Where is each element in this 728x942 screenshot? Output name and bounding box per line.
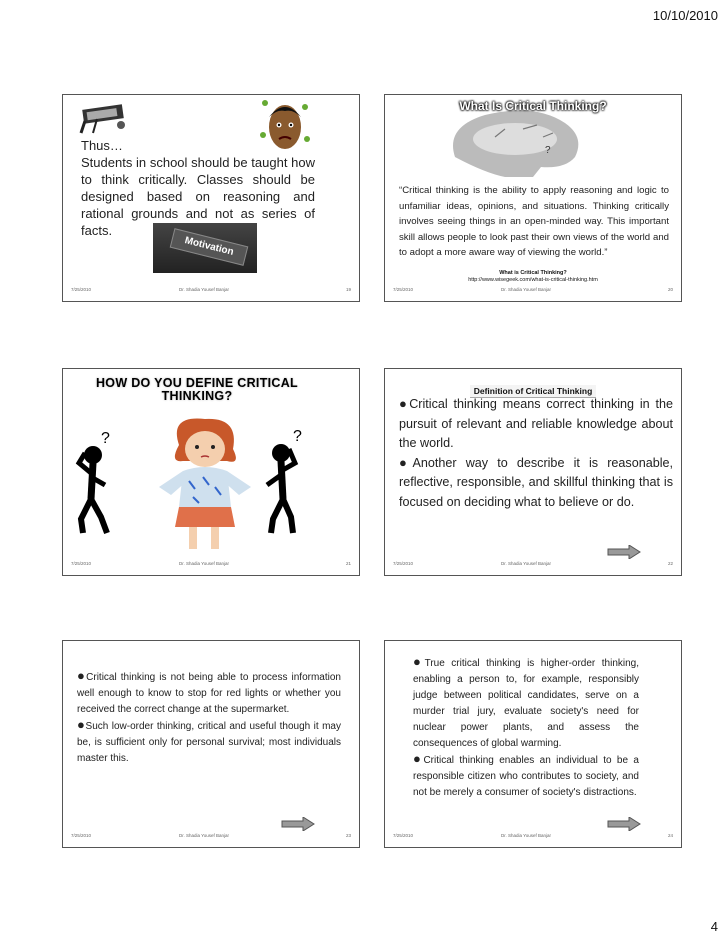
footer-author: Dr. Shadia Yousef Banjar (179, 561, 230, 566)
head-silhouette-icon (445, 107, 591, 177)
next-arrow-icon[interactable] (281, 817, 315, 831)
next-arrow-icon[interactable] (607, 817, 641, 831)
bullet-item (399, 395, 673, 454)
motivation-sign-text: Motivation (183, 235, 235, 258)
thinking-stickman-right-icon (259, 425, 313, 541)
bullet-item (413, 655, 639, 752)
footer-page: 19 (345, 287, 351, 292)
bullet-dot-icon: ● (399, 396, 410, 411)
slide-footer (71, 287, 351, 295)
svg-text:?: ? (545, 145, 551, 156)
footer-date: 7/25/2010 (393, 561, 414, 566)
slide-quote: “Critical thinking is the ability to apply reasoning and logic to unfamiliar ideas, opinions, and situations. Thinking critically involves seeing things in an open-minded way. This important skill allows people to look past their own views of the world and to adopt a more aware way of viewing the world.” (399, 185, 669, 258)
slide-paragraph: Students in school should be taught how to think critically. Classes should be designed based on reasoning and rational grounds and not as series of facts. (81, 155, 315, 238)
footer-date: 7/25/2010 (71, 287, 92, 292)
slide-22 (384, 368, 682, 576)
footer-date: 7/25/2010 (71, 833, 92, 838)
footer-page: 21 (345, 561, 351, 566)
bullet-text: Critical thinking means correct thinking in the pursuit of relevant and reliable knowledge about the world. (399, 397, 674, 450)
confused-woman-clipart-icon (149, 415, 259, 555)
bullet-text: Critical thinking is not being able to process information well enough to know to stop for red lights or whether you received the correct change at the supermarket. (77, 672, 341, 715)
slide-19 (62, 94, 360, 302)
footer-author: Dr. Shadia Yousef Banjar (501, 833, 552, 838)
bullet-text: True critical thinking is higher-order thinking, enabling a person to, for example, responsibly judge between political candidates, serve on a murder trial jury, evaluate society's need for nuclear power plants, and assess the consequences of global warming. (413, 658, 639, 749)
thinking-stickman-left-icon (71, 429, 125, 541)
slide-title: HOW DO YOU DEFINE CRITICAL THINKING? (95, 376, 298, 403)
source-url: http://www.wisegeek.com/what-is-critical-thinking.htm (468, 277, 598, 283)
bullet-dot-icon: ● (77, 668, 87, 683)
bullet-item (413, 752, 639, 801)
bullet-item (399, 454, 673, 513)
footer-date: 7/25/2010 (393, 287, 414, 292)
bullet-item (77, 718, 341, 767)
bullet-dot-icon: ● (77, 717, 86, 732)
slide-intro: Thus… (81, 138, 123, 153)
slide-23 (62, 640, 360, 848)
svg-text:?: ? (293, 428, 302, 445)
slide-footer (393, 833, 673, 841)
footer-author: Dr. Shadia Yousef Banjar (501, 287, 552, 292)
slide-footer (71, 833, 351, 841)
page-number: 4 (710, 919, 718, 934)
bullet-text: Such low-order thinking, critical and useful though it may be, is sufficient only for personal survival; most individuals master this. (77, 721, 341, 764)
footer-page: 24 (667, 833, 673, 838)
bullet-dot-icon: ● (413, 751, 424, 766)
footer-date: 7/25/2010 (71, 561, 92, 566)
slide-title: What Is Critical Thinking? (459, 99, 607, 113)
next-arrow-icon[interactable] (607, 545, 641, 559)
header-date: 10/10/2010 (652, 8, 718, 23)
footer-author: Dr. Shadia Yousef Banjar (179, 287, 230, 292)
bullet-dot-icon: ● (399, 454, 413, 470)
footer-page: 20 (667, 287, 673, 292)
bullet-text: Another way to describe it is reasonable, reflective, responsible, and skillful thinking that is focused on deciding what to believe or do. (399, 455, 674, 509)
footer-author: Dr. Shadia Yousef Banjar (179, 833, 230, 838)
slide-title-text: Definition of Critical Thinking (470, 385, 597, 398)
footer-date: 7/25/2010 (393, 833, 414, 838)
motivation-sign (170, 228, 249, 266)
slide-footer (393, 561, 673, 569)
slide-footer (393, 287, 673, 295)
slide-bullets (399, 395, 673, 512)
slide-21 (62, 368, 360, 576)
bullet-dot-icon: ● (413, 654, 425, 669)
slide-bullets (77, 669, 341, 767)
slide-footer (71, 561, 351, 569)
slide-bullets (413, 655, 639, 801)
footer-page: 23 (345, 833, 351, 838)
bullet-text: Critical thinking enables an individual to be a responsible citizen who contributes to society, and not be merely a consumer of society's distractions. (413, 755, 639, 798)
slide-20 (384, 94, 682, 302)
bullet-item (77, 669, 341, 718)
slide-24 (384, 640, 682, 848)
svg-text:?: ? (101, 430, 110, 447)
source-title: What is Critical Thinking? (499, 270, 567, 276)
footer-author: Dr. Shadia Yousef Banjar (501, 561, 552, 566)
motivation-image (153, 223, 257, 273)
footer-page: 22 (667, 561, 673, 566)
tools-clipart-icon (77, 103, 129, 135)
